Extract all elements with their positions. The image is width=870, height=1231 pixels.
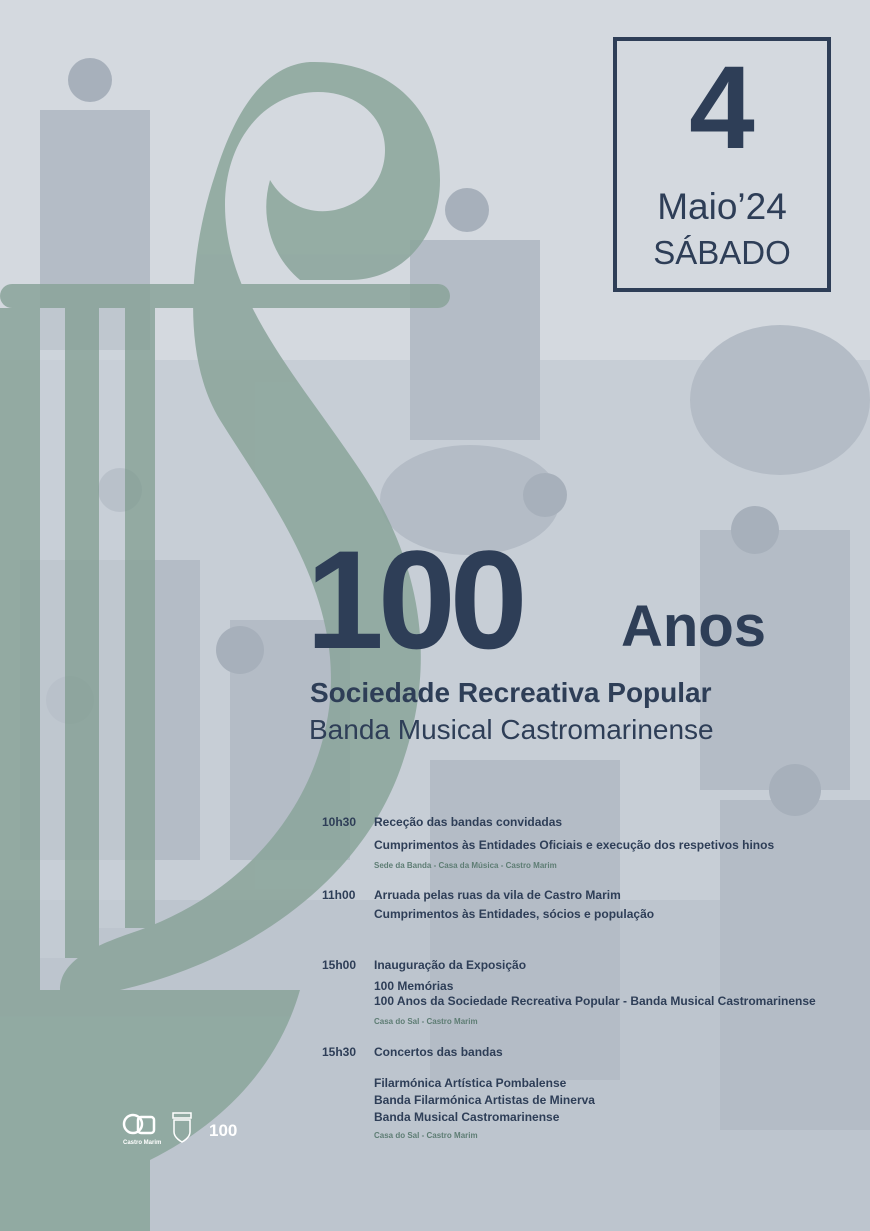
schedule-line: Cumprimentos às Entidades, sócios e população	[374, 907, 655, 921]
anniversary-logo: 100	[209, 1121, 238, 1140]
schedule-title: Concertos das bandas	[374, 1045, 503, 1059]
event-weekday: SÁBADO	[653, 234, 791, 271]
schedule-line: Banda Musical Castromarinense	[374, 1110, 560, 1124]
coat-of-arms-logo	[173, 1113, 191, 1142]
schedule-time: 11h00	[322, 888, 356, 902]
castro-marim-logo	[124, 1115, 154, 1133]
schedule-line: Banda Filarmónica Artistas de Minerva	[374, 1093, 595, 1107]
schedule-line: 100 Memórias	[374, 979, 454, 993]
schedule-line: Receção das bandas convidadas	[374, 815, 563, 829]
band-name: Banda Musical Castromarinense	[309, 714, 714, 745]
schedule-line: 100 Anos da Sociedade Recreativa Popular - Banda Musical Castromarinense	[374, 994, 816, 1008]
schedule-title: Inauguração da Exposição	[374, 958, 527, 972]
schedule-time: 10h30	[322, 815, 357, 829]
schedule-line: Arruada pelas ruas da vila de Castro Marim	[374, 888, 621, 902]
event-month-year: Maio’24	[657, 186, 787, 227]
organization-name: Sociedade Recreativa Popular	[310, 677, 712, 708]
anniversary-word: Anos	[621, 594, 766, 659]
schedule-location: Casa do Sal - Castro Marim	[374, 1131, 478, 1140]
schedule-location: Sede da Banda - Casa da Música - Castro Marim	[374, 861, 557, 870]
schedule-time: 15h30	[322, 1045, 357, 1059]
schedule-line: Filarmónica Artística Pombalense	[374, 1076, 567, 1090]
municipality-logo-text: Castro Marim	[123, 1140, 162, 1146]
schedule-line: Cumprimentos às Entidades Oficiais e execução dos respetivos hinos	[374, 838, 775, 852]
event-day: 4	[689, 42, 755, 174]
date-box	[613, 37, 831, 292]
anniversary-number: 100	[306, 521, 522, 678]
schedule-location: Casa do Sal - Castro Marim	[374, 1017, 478, 1026]
sponsor-logos	[121, 1110, 251, 1154]
schedule-time: 15h00	[322, 958, 357, 972]
